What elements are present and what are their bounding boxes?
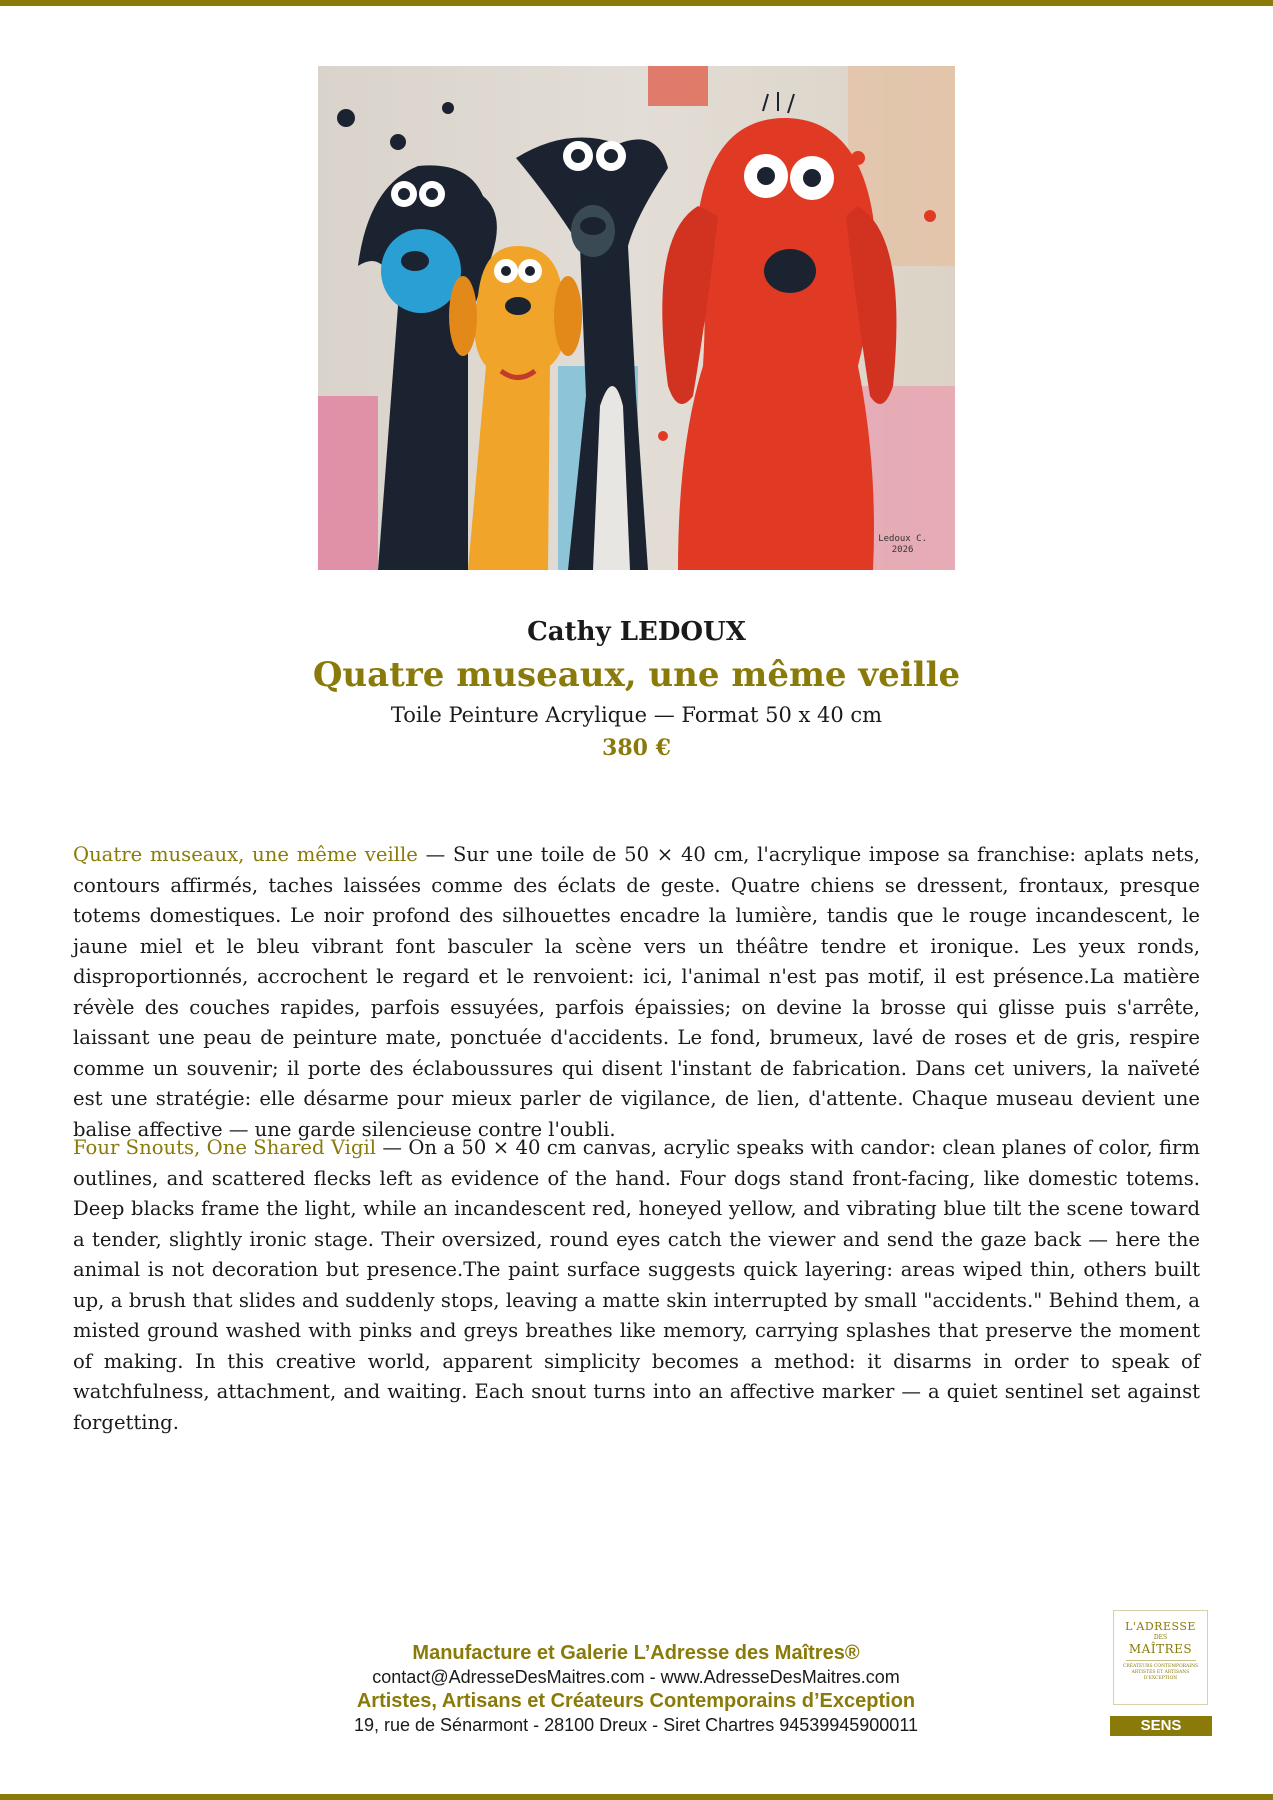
gallery-logo: [1113, 1610, 1208, 1705]
artwork-title: Quatre museaux, une même veille: [312, 655, 961, 695]
description-french: [73, 840, 1200, 1145]
painting-four-dogs: [318, 66, 955, 570]
signature-name: Ledoux C.: [878, 534, 927, 544]
artwork-signature: [878, 534, 927, 556]
artwork-image: [318, 66, 955, 570]
description-english-body: — On a 50 × 40 cm canvas, acrylic speaks with candor: clean planes of color, firm outlines, and scattered flecks left as evidence of the hand. Four dogs stand front-facing, like domestic totems. Deep blacks frame the light, while an incandescent red, honeyed yellow, and vibrating blue tilt the scene toward a tender, slightly ironic stage. Their oversized, round eyes catch the viewer and send the gaze back — here the animal is not decoration but presence.The paint surface suggests quick layering: areas wiped thin, others built up, a brush that slides and suddenly stops, leaving a matte skin interrupted by small "accidents." Behind them, a misted ground washed with pinks and greys breathes like memory, carrying splashes that preserve the moment of making. In this creative world, apparent simplicity becomes a method: it disarms in order to speak of watchfulness, attachment, and waiting. Each snout turns into an affective marker — a quiet sentinel set against forgetting.: [73, 1136, 1200, 1434]
footer: [236, 1641, 1036, 1737]
description-french-lead: Quatre museaux, une même veille: [73, 843, 418, 866]
description-english: [73, 1133, 1200, 1438]
artwork-price: 380 €: [602, 735, 671, 761]
logo-line-3: MAÎTRES: [1128, 1642, 1193, 1656]
sens-badge: SENS: [1110, 1716, 1212, 1736]
footer-gallery-name: Manufacture et Galerie L’Adresse des Maîtres®: [412, 1642, 860, 1664]
artwork-medium: Toile Peinture Acrylique — Format 50 x 40 cm: [390, 703, 883, 727]
top-border: [0, 0, 1273, 6]
artwork-header: [0, 612, 1273, 764]
description-french-body: — Sur une toile de 50 × 40 cm, l'acrylique impose sa franchise: aplats nets, contours affirmés, taches laissées comme des éclats de geste. Quatre chiens se dressent, frontaux, presque totems domestiques. Le noir profond des silhouettes encadre la lumière, tandis que le rouge incandescent, le jaune miel et le bleu vibrant font basculer la scène vers un théâtre tendre et ironique. Les yeux ronds, disproportionnés, accrochent le regard et le renvoient: ici, l'animal n'est pas motif, il est présence.La matière révèle des couches rapides, parfois essuyées, parfois épaissies; on devine la brosse qui glisse puis s'arrête, laissant une peau de peinture mate, ponctuée d'accidents. Le fond, brumeux, lavé de roses et de gris, respire comme un souvenir; il porte des éclaboussures qui disent l'instant de fabrication. Dans cet univers, la naïveté est une stratégie: elle désarme pour mieux parler de vigilance, de lien, d'attente. Chaque museau devient une balise affective — une garde silencieuse contre l'oubli.: [73, 843, 1200, 1141]
logo-line-4: CRÉATEURS CONTEMPORAINS ARTISTES ET ARTISANS D'EXCEPTION: [1122, 1664, 1199, 1681]
logo-line-2: DES: [1153, 1634, 1168, 1641]
logo-divider: [1126, 1660, 1196, 1661]
footer-tagline: Artistes, Artisans et Créateurs Contemporains d’Exception: [356, 1690, 916, 1712]
footer-contact[interactable]: contact@AdresseDesMaitres.com - www.AdresseDesMaitres.com: [372, 1667, 900, 1687]
logo-line-1: L'ADRESSE: [1125, 1620, 1196, 1633]
signature-year: 2026: [891, 545, 914, 555]
artist-name: Cathy LEDOUX: [527, 617, 746, 647]
footer-address: 19, rue de Sénarmont - 28100 Dreux - Siret Chartres 94539945900011: [353, 1715, 919, 1735]
bottom-border: [0, 1794, 1273, 1800]
description-english-lead: Four Snouts, One Shared Vigil: [73, 1136, 377, 1159]
